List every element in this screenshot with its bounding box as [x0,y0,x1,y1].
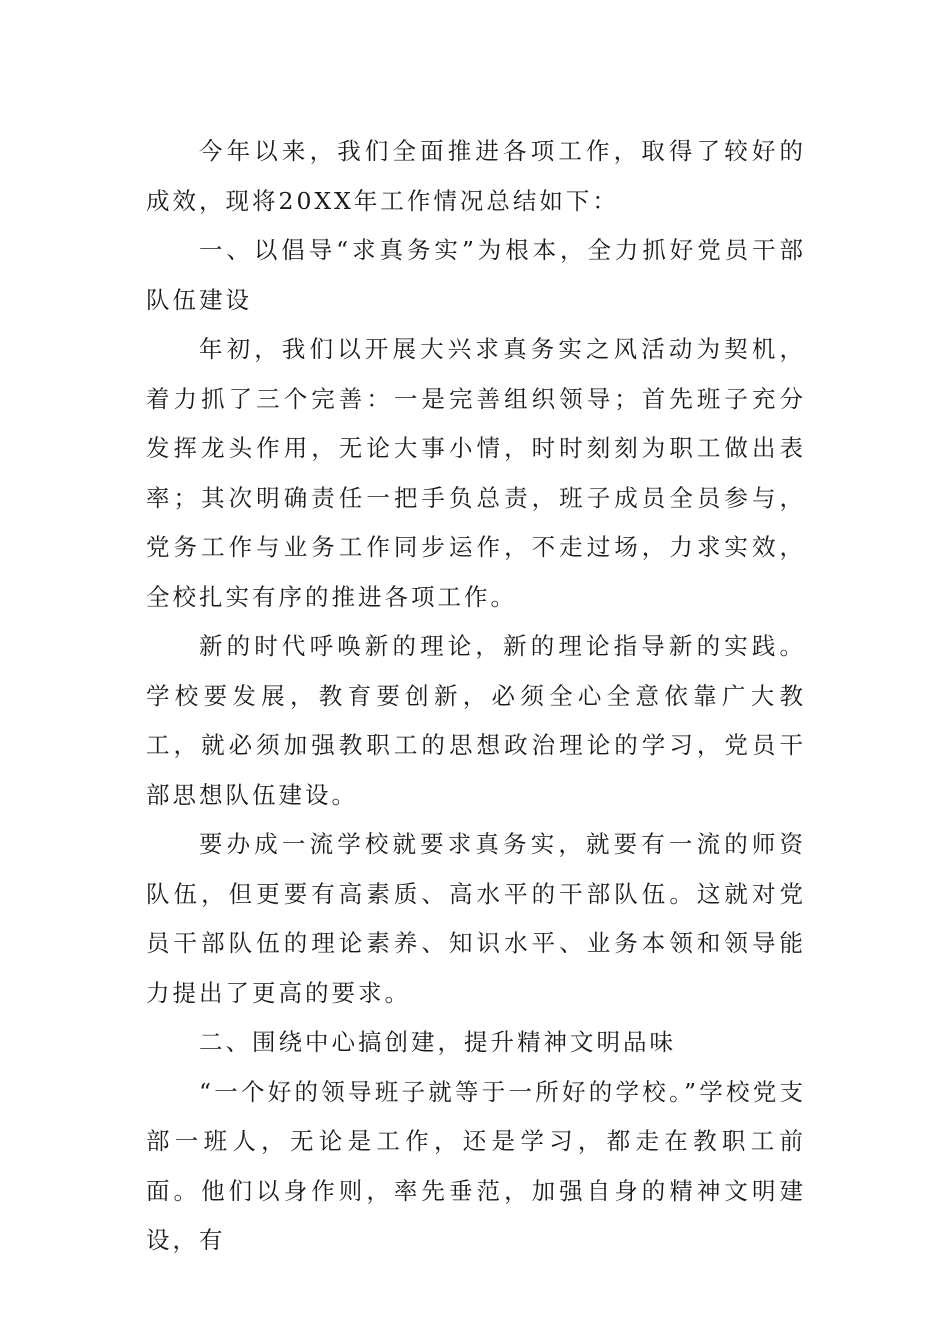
paragraph-section-1-b: 新的时代呼唤新的理论，新的理论指导新的实践。学校要发展，教育要创新，必须全心全意依靠广大教工，就必须加强教职工的思想政治理论的学习，党员干部思想队伍建设。 [146,632,806,809]
paragraph-section-2-a: “一个好的领导班子就等于一所好的学校。”学校党支部一班人，无论是工作，还是学习，都走在教职工前面。他们以身作则，率先垂范，加强自身的精神文明建设，有 [146,1077,806,1254]
paragraph-section-1-a: 年初，我们以开展大兴求真务实之风活动为契机，着力抓了三个完善：一是完善组织领导；首先班子充分发挥龙头作用，无论大事小情，时时刻刻为职工做出表率；其次明确责任一把手负总责，班子成员全员参与，党务工作与业务工作同步运作，不走过场，力求实效，全校扎实有序的推进各项工作。 [146,335,806,611]
paragraph-section-1-c: 要办成一流学校就要求真务实，就要有一流的师资队伍，但更要有高素质、高水平的干部队伍。这就对党员干部队伍的理论素养、知识水平、业务本领和领导能力提出了更高的要求。 [146,830,806,1007]
paragraph-intro: 今年以来，我们全面推进各项工作，取得了较好的成效，现将20XX年工作情况总结如下： [146,137,806,215]
document-body [146,127,806,1266]
section-heading-2: 二、围绕中心搞创建，提升精神文明品味 [199,1028,676,1056]
section-heading-1: 一、以倡导“求真务实”为根本，全力抓好党员干部队伍建设 [146,236,806,314]
